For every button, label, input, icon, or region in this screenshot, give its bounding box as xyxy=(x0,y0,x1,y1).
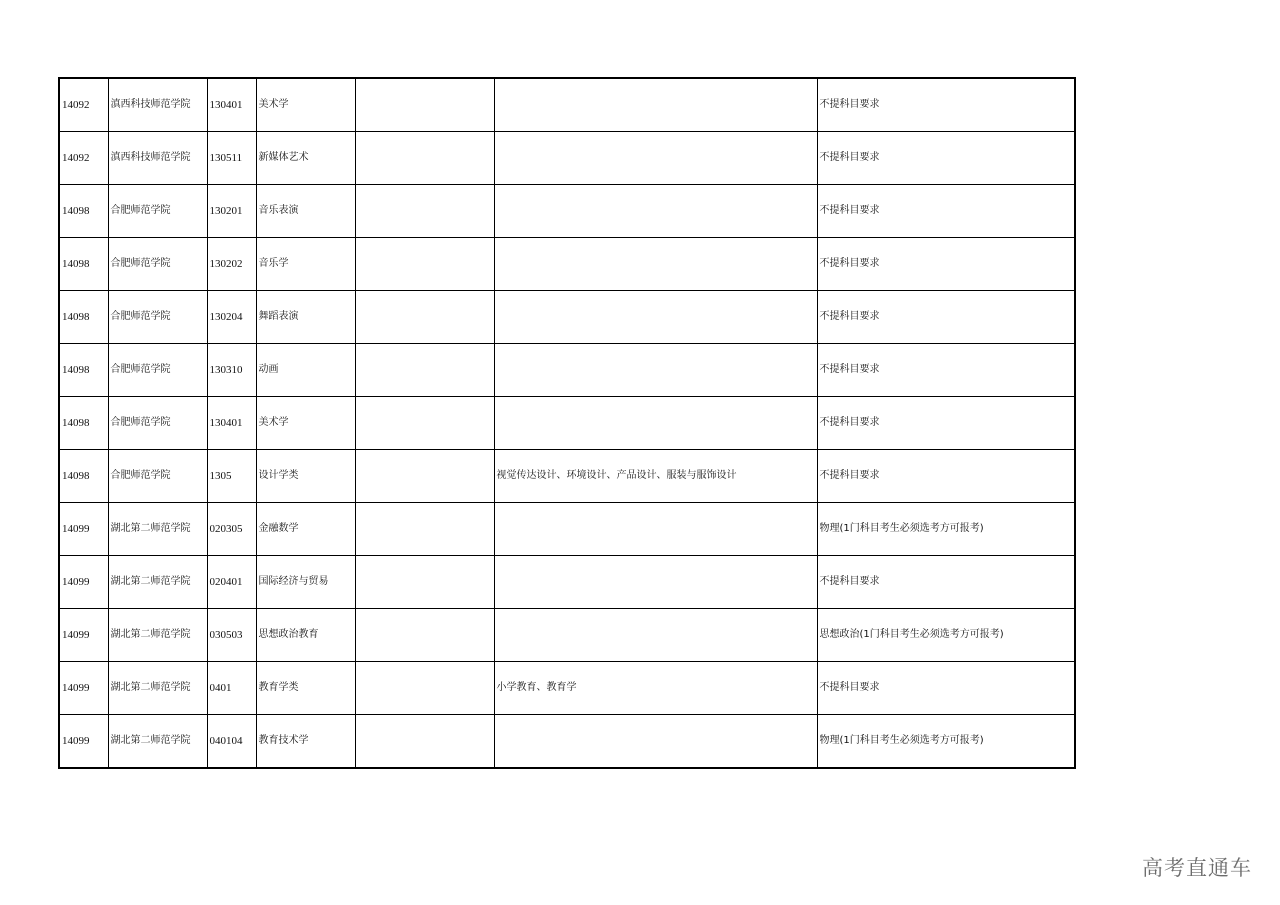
school-code-cell: 14098 xyxy=(59,238,108,291)
school-name-cell: 合肥师范学院 xyxy=(108,185,207,238)
major-code-cell: 040104 xyxy=(207,715,256,769)
blank-cell xyxy=(355,450,494,503)
school-code-cell: 14099 xyxy=(59,662,108,715)
school-name-cell: 滇西科技师范学院 xyxy=(108,132,207,185)
major-name-cell: 教育学类 xyxy=(256,662,355,715)
school-name-cell: 合肥师范学院 xyxy=(108,344,207,397)
subject-requirement-cell: 思想政治(1门科目考生必须选考方可报考) xyxy=(817,609,1075,662)
major-name-cell: 美术学 xyxy=(256,78,355,132)
table-row xyxy=(59,291,1075,344)
subject-requirement-cell: 不提科目要求 xyxy=(817,185,1075,238)
included-majors-cell xyxy=(494,556,817,609)
included-majors-cell xyxy=(494,503,817,556)
school-code-cell: 14099 xyxy=(59,715,108,769)
major-code-cell: 130201 xyxy=(207,185,256,238)
major-code-cell: 130401 xyxy=(207,78,256,132)
school-name-cell: 合肥师范学院 xyxy=(108,291,207,344)
requirements-table-sheet xyxy=(58,77,1074,769)
included-majors-cell xyxy=(494,132,817,185)
subject-requirement-cell: 物理(1门科目考生必须选考方可报考) xyxy=(817,503,1075,556)
table-row xyxy=(59,78,1075,132)
school-code-cell: 14098 xyxy=(59,185,108,238)
school-name-cell: 湖北第二师范学院 xyxy=(108,556,207,609)
school-code-cell: 14099 xyxy=(59,503,108,556)
school-name-cell: 合肥师范学院 xyxy=(108,238,207,291)
major-name-cell: 国际经济与贸易 xyxy=(256,556,355,609)
major-name-cell: 舞蹈表演 xyxy=(256,291,355,344)
major-name-cell: 音乐学 xyxy=(256,238,355,291)
table-row xyxy=(59,132,1075,185)
table-row xyxy=(59,397,1075,450)
major-code-cell: 130204 xyxy=(207,291,256,344)
major-code-cell: 130401 xyxy=(207,397,256,450)
included-majors-cell xyxy=(494,185,817,238)
blank-cell xyxy=(355,662,494,715)
school-code-cell: 14098 xyxy=(59,291,108,344)
included-majors-cell xyxy=(494,78,817,132)
subject-requirement-cell: 不提科目要求 xyxy=(817,238,1075,291)
school-name-cell: 合肥师范学院 xyxy=(108,450,207,503)
school-name-cell: 湖北第二师范学院 xyxy=(108,662,207,715)
table-body xyxy=(59,78,1075,768)
school-name-cell: 湖北第二师范学院 xyxy=(108,715,207,769)
school-code-cell: 14098 xyxy=(59,397,108,450)
watermark: 高考直通车 xyxy=(1142,856,1252,880)
table-row xyxy=(59,450,1075,503)
major-code-cell: 0401 xyxy=(207,662,256,715)
major-code-cell: 130310 xyxy=(207,344,256,397)
included-majors-cell: 视觉传达设计、环境设计、产品设计、服装与服饰设计 xyxy=(494,450,817,503)
major-name-cell: 设计学类 xyxy=(256,450,355,503)
major-name-cell: 思想政治教育 xyxy=(256,609,355,662)
table-row xyxy=(59,185,1075,238)
school-name-cell: 合肥师范学院 xyxy=(108,397,207,450)
school-code-cell: 14099 xyxy=(59,609,108,662)
school-code-cell: 14092 xyxy=(59,78,108,132)
table-row xyxy=(59,344,1075,397)
major-name-cell: 新媒体艺术 xyxy=(256,132,355,185)
table-row xyxy=(59,238,1075,291)
blank-cell xyxy=(355,185,494,238)
major-code-cell: 130202 xyxy=(207,238,256,291)
blank-cell xyxy=(355,78,494,132)
included-majors-cell xyxy=(494,715,817,769)
major-code-cell: 020305 xyxy=(207,503,256,556)
subject-requirement-cell: 不提科目要求 xyxy=(817,450,1075,503)
school-name-cell: 湖北第二师范学院 xyxy=(108,503,207,556)
subject-requirement-cell: 不提科目要求 xyxy=(817,78,1075,132)
blank-cell xyxy=(355,238,494,291)
subject-requirement-cell: 不提科目要求 xyxy=(817,344,1075,397)
table-row xyxy=(59,503,1075,556)
major-name-cell: 金融数学 xyxy=(256,503,355,556)
major-code-cell: 030503 xyxy=(207,609,256,662)
major-code-cell: 1305 xyxy=(207,450,256,503)
school-code-cell: 14098 xyxy=(59,344,108,397)
blank-cell xyxy=(355,344,494,397)
major-name-cell: 动画 xyxy=(256,344,355,397)
included-majors-cell xyxy=(494,238,817,291)
subject-requirements-table xyxy=(58,77,1076,769)
subject-requirement-cell: 物理(1门科目考生必须选考方可报考) xyxy=(817,715,1075,769)
school-code-cell: 14092 xyxy=(59,132,108,185)
blank-cell xyxy=(355,503,494,556)
subject-requirement-cell: 不提科目要求 xyxy=(817,556,1075,609)
major-name-cell: 音乐表演 xyxy=(256,185,355,238)
blank-cell xyxy=(355,132,494,185)
table-row xyxy=(59,662,1075,715)
included-majors-cell: 小学教育、教育学 xyxy=(494,662,817,715)
major-code-cell: 130511 xyxy=(207,132,256,185)
blank-cell xyxy=(355,715,494,769)
subject-requirement-cell: 不提科目要求 xyxy=(817,662,1075,715)
table-row xyxy=(59,715,1075,769)
included-majors-cell xyxy=(494,344,817,397)
school-name-cell: 湖北第二师范学院 xyxy=(108,609,207,662)
subject-requirement-cell: 不提科目要求 xyxy=(817,132,1075,185)
major-code-cell: 020401 xyxy=(207,556,256,609)
major-name-cell: 教育技术学 xyxy=(256,715,355,769)
major-name-cell: 美术学 xyxy=(256,397,355,450)
table-row xyxy=(59,609,1075,662)
school-code-cell: 14099 xyxy=(59,556,108,609)
included-majors-cell xyxy=(494,397,817,450)
blank-cell xyxy=(355,291,494,344)
subject-requirement-cell: 不提科目要求 xyxy=(817,397,1075,450)
subject-requirement-cell: 不提科目要求 xyxy=(817,291,1075,344)
included-majors-cell xyxy=(494,609,817,662)
school-code-cell: 14098 xyxy=(59,450,108,503)
blank-cell xyxy=(355,397,494,450)
school-name-cell: 滇西科技师范学院 xyxy=(108,78,207,132)
table-row xyxy=(59,556,1075,609)
blank-cell xyxy=(355,556,494,609)
blank-cell xyxy=(355,609,494,662)
included-majors-cell xyxy=(494,291,817,344)
